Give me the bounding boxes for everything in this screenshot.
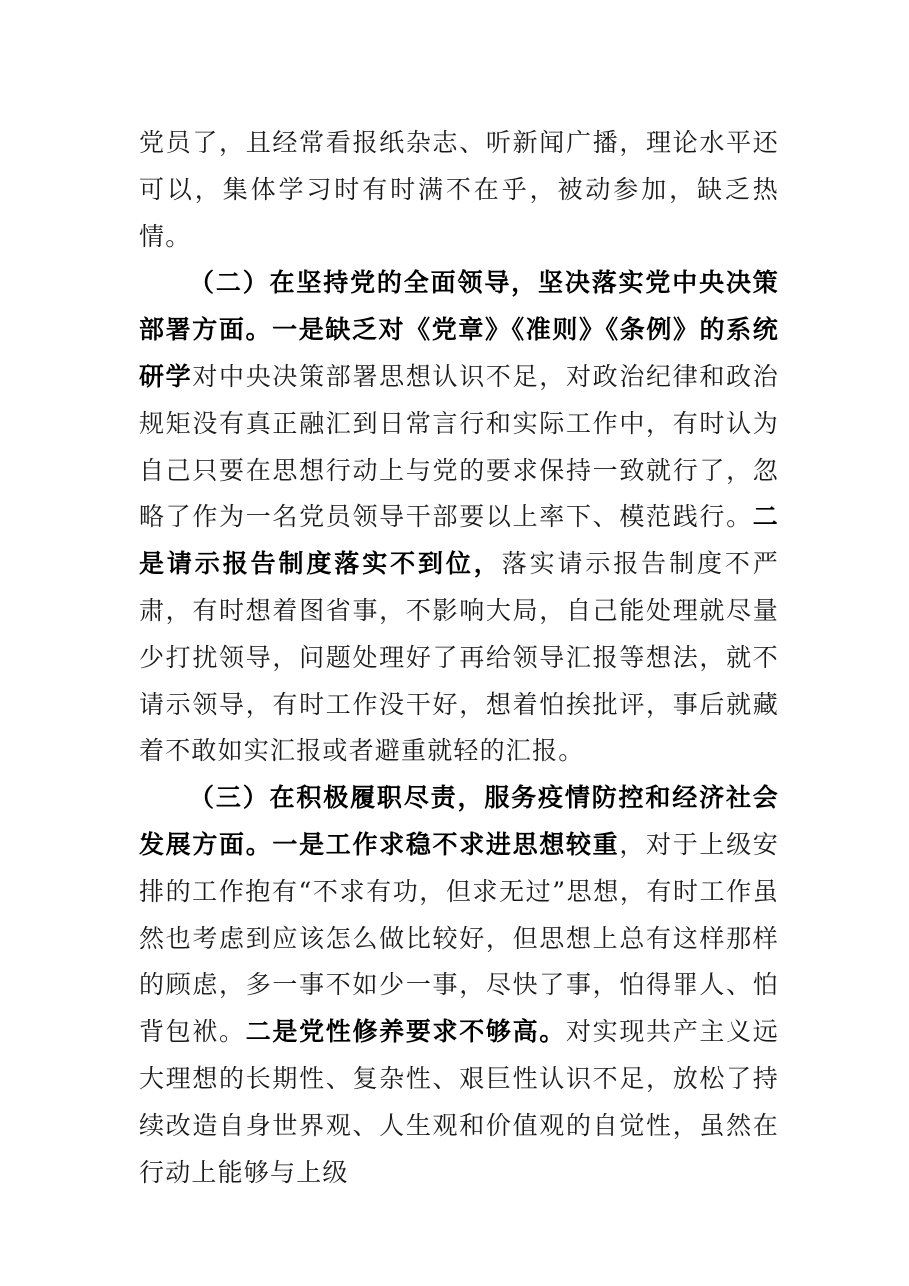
section-2-body-part-2: 落实请示报告制度不严肃，有时想着图省事，不影响大局，自己能处理就尽量少打扰领导，问题处理好了再给领导汇报等想法，就不请示领导，有时工作没干好，想着怕挨批评，事后就藏着不敢如实汇报或者避重就轻的汇报。 [139,549,779,766]
paragraph-1 [139,120,779,260]
paragraph-1-text: 党员了，且经常看报纸杂志、听新闻广播，理论水平还可以，集体学习时有时满不在乎，被动参加，缺乏热情。 [139,128,779,251]
section-2-body-part-1: 对中央决策部署思想认识不足，对政治纪律和政治规矩没有真正融汇到日常言行和实际工作中，有时认为自己只要在思想行动上与党的要求保持一致就行了，忽略了作为一名党员领导干部要以上率下、模范践行。 [139,361,779,532]
section-3-point-2-heading: 二是党性修养要求不够高。 [245,1017,566,1047]
section-3-body-part-1: ，对于上级安排的工作抱有“不求有功，但求无过”思想，有时工作虽然也考虑到应该怎么做比较好，但思想上总有这样那样的顾虑，多一事不如少一事，尽快了事，怕得罪人、怕背包袱。 [139,829,779,1047]
paragraph-3 [139,775,779,1196]
section-2-point-2-heading: 二是请示报告制度落实不到位， [139,502,779,579]
section-3-heading: （三）在积极履职尽责，服务疫情防控和经济社会发展方面。一是工作求稳不求进思想较重 [139,783,779,859]
document-body [139,120,779,1196]
section-3-body-part-2: 对实现共产主义远大理想的长期性、复杂性、艰巨性认识不足，放松了持续改造自身世界观、人生观和价值观的自觉性，虽然在行动上能够与上级 [139,1017,779,1187]
section-2-heading: （二）在坚持党的全面领导，坚决落实党中央决策部署方面。一是缺乏对《党章》《准则》《条例》的系统研学 [139,268,779,391]
paragraph-2 [139,260,779,775]
